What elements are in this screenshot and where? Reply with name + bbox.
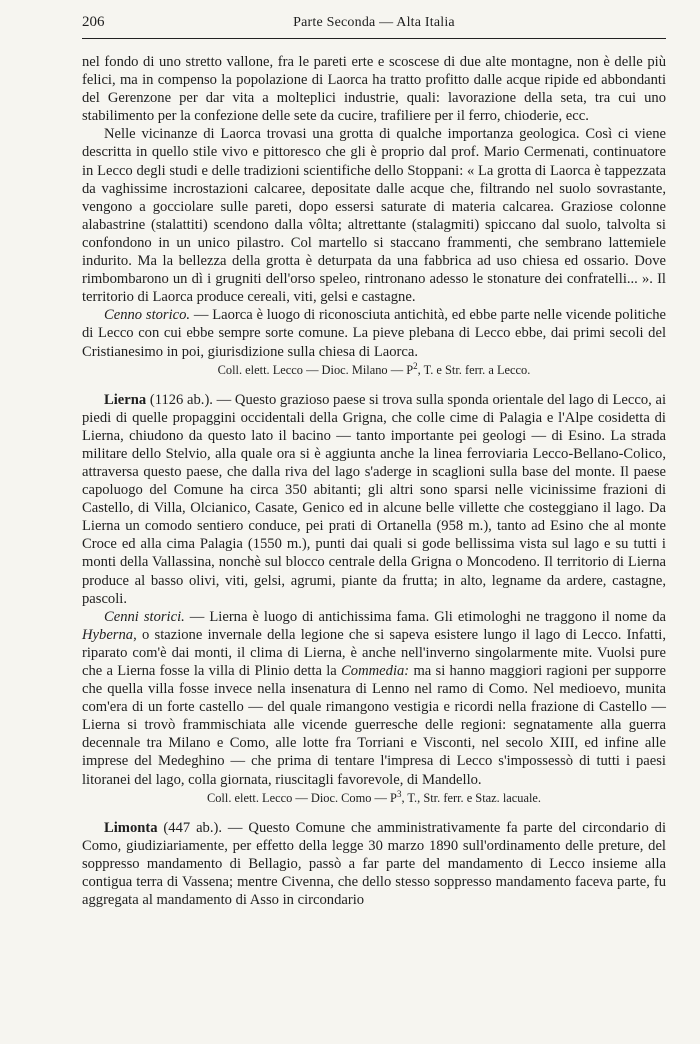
admin-info-text: , T. e Str. ferr. a Lecco.	[417, 362, 531, 377]
entry-lierna	[82, 391, 666, 807]
page-header	[82, 14, 666, 36]
admin-info-superscript: 3	[396, 788, 402, 799]
italic-term: Commedia:	[341, 663, 410, 679]
entry-laorca-continued	[82, 53, 666, 379]
header-rule	[82, 38, 666, 39]
entry-title: Lierna	[104, 391, 147, 408]
entry-title: Limonta	[104, 819, 158, 836]
lierna-description: (1126 ab.). — Questo grazioso paese si trova sulla sponda orientale del lago di Lecco, ai piedi di quelle propaggini occidentali della Grigna, che colle cime di Palagia e l'Alpe cosidetta di Lierna, chiudono da questo lato il bacino — tanto importante pei geologi — di Esino. La strada militare dello Stelvio, alla quale ora si è aggiunta anche la linea ferroviaria Lecco-Bellano-Colico, attraversa questo paese, che dalla riva del lago s'aderge in scaglioni sulla base del monte. Il paese capoluogo del Comune ha circa 350 abitanti; gli altri sono sparsi nelle vicinissime frazioni di Castello, di Villa, Olcianico, Casate, Genico ed in alcune belle villette che costeggiano il lago. Da Lierna un comodo sentiero conduce, pei prati di Ortanella (958 m.), tanto ad Esino che al monte Croce ed alla cima Palagia (1550 m.), punti dai quali si gode bellissima vista sul lago e su tutti i monti della Vallassina, nonchè sul blocco centrale della Grigna o Moncodeno. Il territorio di Lierna produce al basso olivi, viti, gelsi, agrumi, piante da frutta; in alto, legname da ardere, castagne, pascoli.	[82, 391, 666, 607]
admin-info-text: , T., Str. ferr. e Staz. lacuale.	[401, 790, 542, 805]
page-number: 206	[82, 14, 105, 30]
italic-term: Hyberna	[82, 626, 134, 643]
historical-note-text: — Lierna è luogo di antichissima fama. Gli etimologhi ne traggono il nome da	[184, 608, 666, 625]
laorca-admin-info	[82, 362, 666, 379]
admin-info-text: Coll. elett. Lecco — Dioc. Milano — P	[217, 362, 414, 377]
section-label: Cenno storico.	[104, 307, 191, 324]
lierna-admin-info	[82, 790, 666, 807]
historical-note-text: , o stazione invernale della legione che si sapeva esistere lungo il lago di Lecco. Infatti, riparato com'è dai monti, il clima di Lierna, è anche nell'inverno singolarmente mite. Vuolsi pure che a Lierna fosse la villa di Plinio detta la	[82, 626, 666, 679]
book-page	[82, 14, 666, 909]
historical-note-text: — Laorca è luogo di riconosciuta antichità, ed ebbe parte nelle vicende politiche di Lecco con cui ebbe sempre sorte comune. La pieve plebana di Lecco ebbe, dai primi secoli del Cristianesimo in poi, giurisdizione sulla chiesa di Laorca.	[82, 307, 666, 360]
lierna-paragraph-1	[82, 391, 666, 608]
section-label: Cenni storici.	[104, 608, 185, 625]
running-title: Parte Seconda — Alta Italia	[293, 15, 455, 30]
laorca-historical-note	[82, 306, 666, 360]
laorca-paragraph-1: nel fondo di uno stretto vallone, fra le pareti erte e scoscese di due alte montagne, non è delle più felici, ma in compenso la popolazione di Laorca ha tratto profitto dalle acque ripide ed abbondanti del Gerenzone per dar vita a molteplici industrie, quali: lavorazione della seta, tra cui uno stabilimento per la confezione delle sete da cucire, trafiliere per il ferro, chioderie, ecc.	[82, 54, 666, 125]
entry-limonta	[82, 819, 666, 909]
limonta-paragraph-1	[82, 819, 666, 909]
limonta-description: (447 ab.). — Questo Comune che amministrativamente fa parte del circondario di Como, giudiziariamente, per effetto della legge 30 marzo 1890 sull'ordinamento delle preture, del soppresso mandamento di Bellagio, passò a far parte del mandamento di Lecco insieme alla contigua terra di Vassena; mentre Civenna, che dello stesso soppresso mandamento faceva parte, fu aggregata al mandamento di Asso in circondario	[82, 819, 666, 909]
admin-info-superscript: 2	[413, 360, 418, 371]
historical-note-text: ma si hanno maggiori ragioni per supporre che quella villa fosse invece nella insenatura di Lenno nel ramo di Como. Nel medioevo, munita com'era di un forte castello — del quale rimangono vestigia e ricordi nella frazione di Castello — Lierna si trovò frammischiata alle vicende guerresche delle regioni: segnatamente alla guerra decennale tra Milano e Como, alle lotte fra Torriani e Visconti, nel secolo XIII, ed infine alle imprese del Medeghino — che prima di tentare l'impresa di Lecco s'impossessò di tutti i paesi litoranei del lago, colla giornata, riuscitagli favorevole, di Mandello.	[82, 663, 666, 788]
lierna-historical-note	[82, 608, 666, 789]
laorca-paragraph-2: Nelle vicinanze di Laorca trovasi una grotta di qualche importanza geologica. Così ci viene descritta in quello stile vivo e pittoresco che gli è proprio dal prof. Mario Cermenati, continuatore in Lecco degli studi e delle tradizioni scientifiche dello Stoppani: « La grotta di Laorca è tappezzata da vaghissime incrostazioni calcaree, depositate dalle acque che, filtrando nel suolo sovrastante, vengono a gocciolare sulle pareti, dopo essersi saturate di materia calcarea. Graziose colonne alabastrine (stalattiti) scendono dalla vôlta; altrettante (stalagmiti) spiccano dal suolo, talvolta si confondono in un unico pilastro. Col martello si staccano frammenti, che sembrano lattemiele indurito. Ma la bellezza della grotta è deturpata da una fabbrica ad uso chiesa ed ossario. Dove rimbombarono un dì i grugniti dell'orso speleo, rintronano adesso le stonature dei confratelli... ». Il territorio di Laorca produce cereali, viti, gelsi e castagne.	[82, 126, 666, 306]
admin-info-text: Coll. elett. Lecco — Dioc. Como — P	[206, 790, 397, 805]
